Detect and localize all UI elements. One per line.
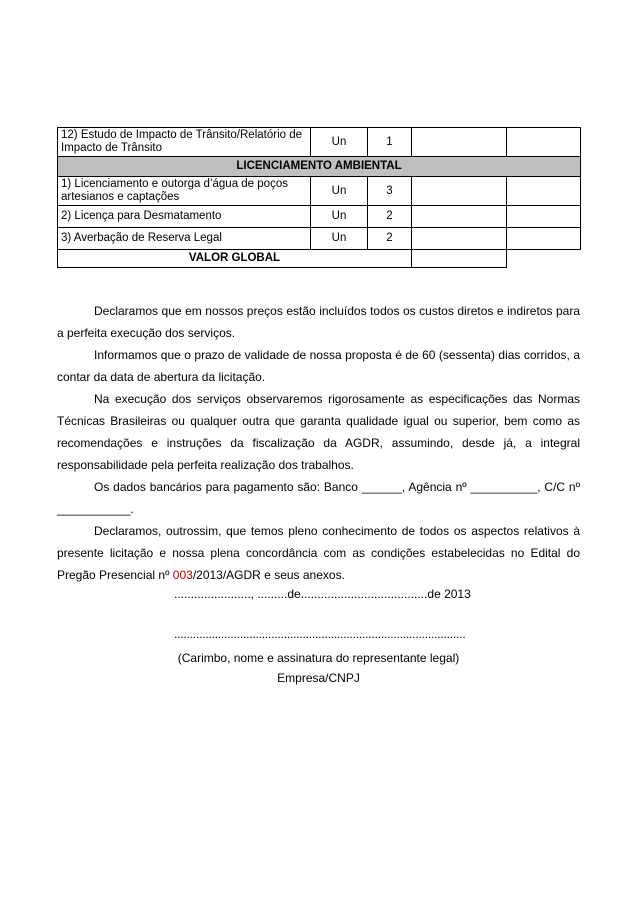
section-title: LICENCIAMENTO AMBIENTAL — [58, 157, 581, 177]
declaration-text — [57, 300, 580, 586]
paragraph-acknowledgement — [57, 520, 580, 586]
paragraph-bank-data: Os dados bancários para pagamento são: Banco ______, Agência nº __________, C/C nº ___________. — [57, 480, 580, 516]
empty-cell — [507, 250, 581, 268]
table-row — [58, 206, 581, 228]
item-quantity: 2 — [368, 206, 412, 228]
unit-price-cell — [412, 128, 507, 157]
acknowledgement-text: Declaramos, outrossim, que temos pleno conhecimento de todos os aspectos relativos à presente licitação e nossa plena concordância com as condições estabelecidas no Edital do Pregão Presencial nº — [57, 524, 580, 582]
table-row — [58, 177, 581, 206]
item-quantity: 1 — [368, 128, 412, 157]
item-unit: Un — [311, 228, 368, 250]
total-value-cell — [412, 250, 507, 268]
paragraph-prices: Declaramos que em nossos preços estão incluídos todos os custos diretos e indiretos para a perfeita execução dos serviços. — [57, 304, 580, 340]
total-price-cell — [507, 206, 581, 228]
item-unit: Un — [311, 128, 368, 157]
table-row — [58, 228, 581, 250]
acknowledgement-text-end: /2013/AGDR e seus anexos. — [192, 568, 345, 582]
date-line: ......................., .........de......................................de 2013 — [174, 587, 471, 601]
total-price-cell — [507, 128, 581, 157]
item-description: 12) Estudo de Impacto de Trânsito/Relatório de Impacto de Trânsito — [58, 128, 311, 157]
signature-line: ............................................................................................. — [174, 627, 466, 641]
paragraph-validity: Informamos que o prazo de validade de nossa proposta é de 60 (sessenta) dias corridos, a contar da data de abertura da licitação. — [57, 348, 580, 384]
budget-table — [57, 127, 581, 268]
table-row — [58, 128, 581, 157]
unit-price-cell — [412, 177, 507, 206]
item-unit: Un — [311, 206, 368, 228]
item-description: 3) Averbação de Reserva Legal — [58, 228, 311, 250]
unit-price-cell — [412, 228, 507, 250]
item-quantity: 2 — [368, 228, 412, 250]
unit-price-cell — [412, 206, 507, 228]
total-row — [58, 250, 581, 268]
item-unit: Un — [311, 177, 368, 206]
edital-number: 003 — [172, 568, 193, 582]
item-quantity: 3 — [368, 177, 412, 206]
paragraph-execution: Na execução dos serviços observaremos rigorosamente as especificações das Normas Técnicas Brasileiras ou qualquer outra que garanta qualidade igual ou superior, bem como as recomendações e instruções da fiscalização da AGDR, assumindo, desde já, a integral responsabilidade pela perfeita realização dos trabalhos. — [57, 392, 580, 472]
signature-caption: (Carimbo, nome e assinatura do representante legal) — [177, 651, 460, 665]
item-description: 2) Licença para Desmatamento — [58, 206, 311, 228]
item-description: 1) Licenciamento e outorga d’água de poços artesianos e captações — [58, 177, 311, 206]
total-price-cell — [507, 228, 581, 250]
total-price-cell — [507, 177, 581, 206]
section-header-row — [58, 157, 581, 177]
company-label: Empresa/CNPJ — [277, 671, 360, 685]
total-label: VALOR GLOBAL — [58, 250, 412, 268]
